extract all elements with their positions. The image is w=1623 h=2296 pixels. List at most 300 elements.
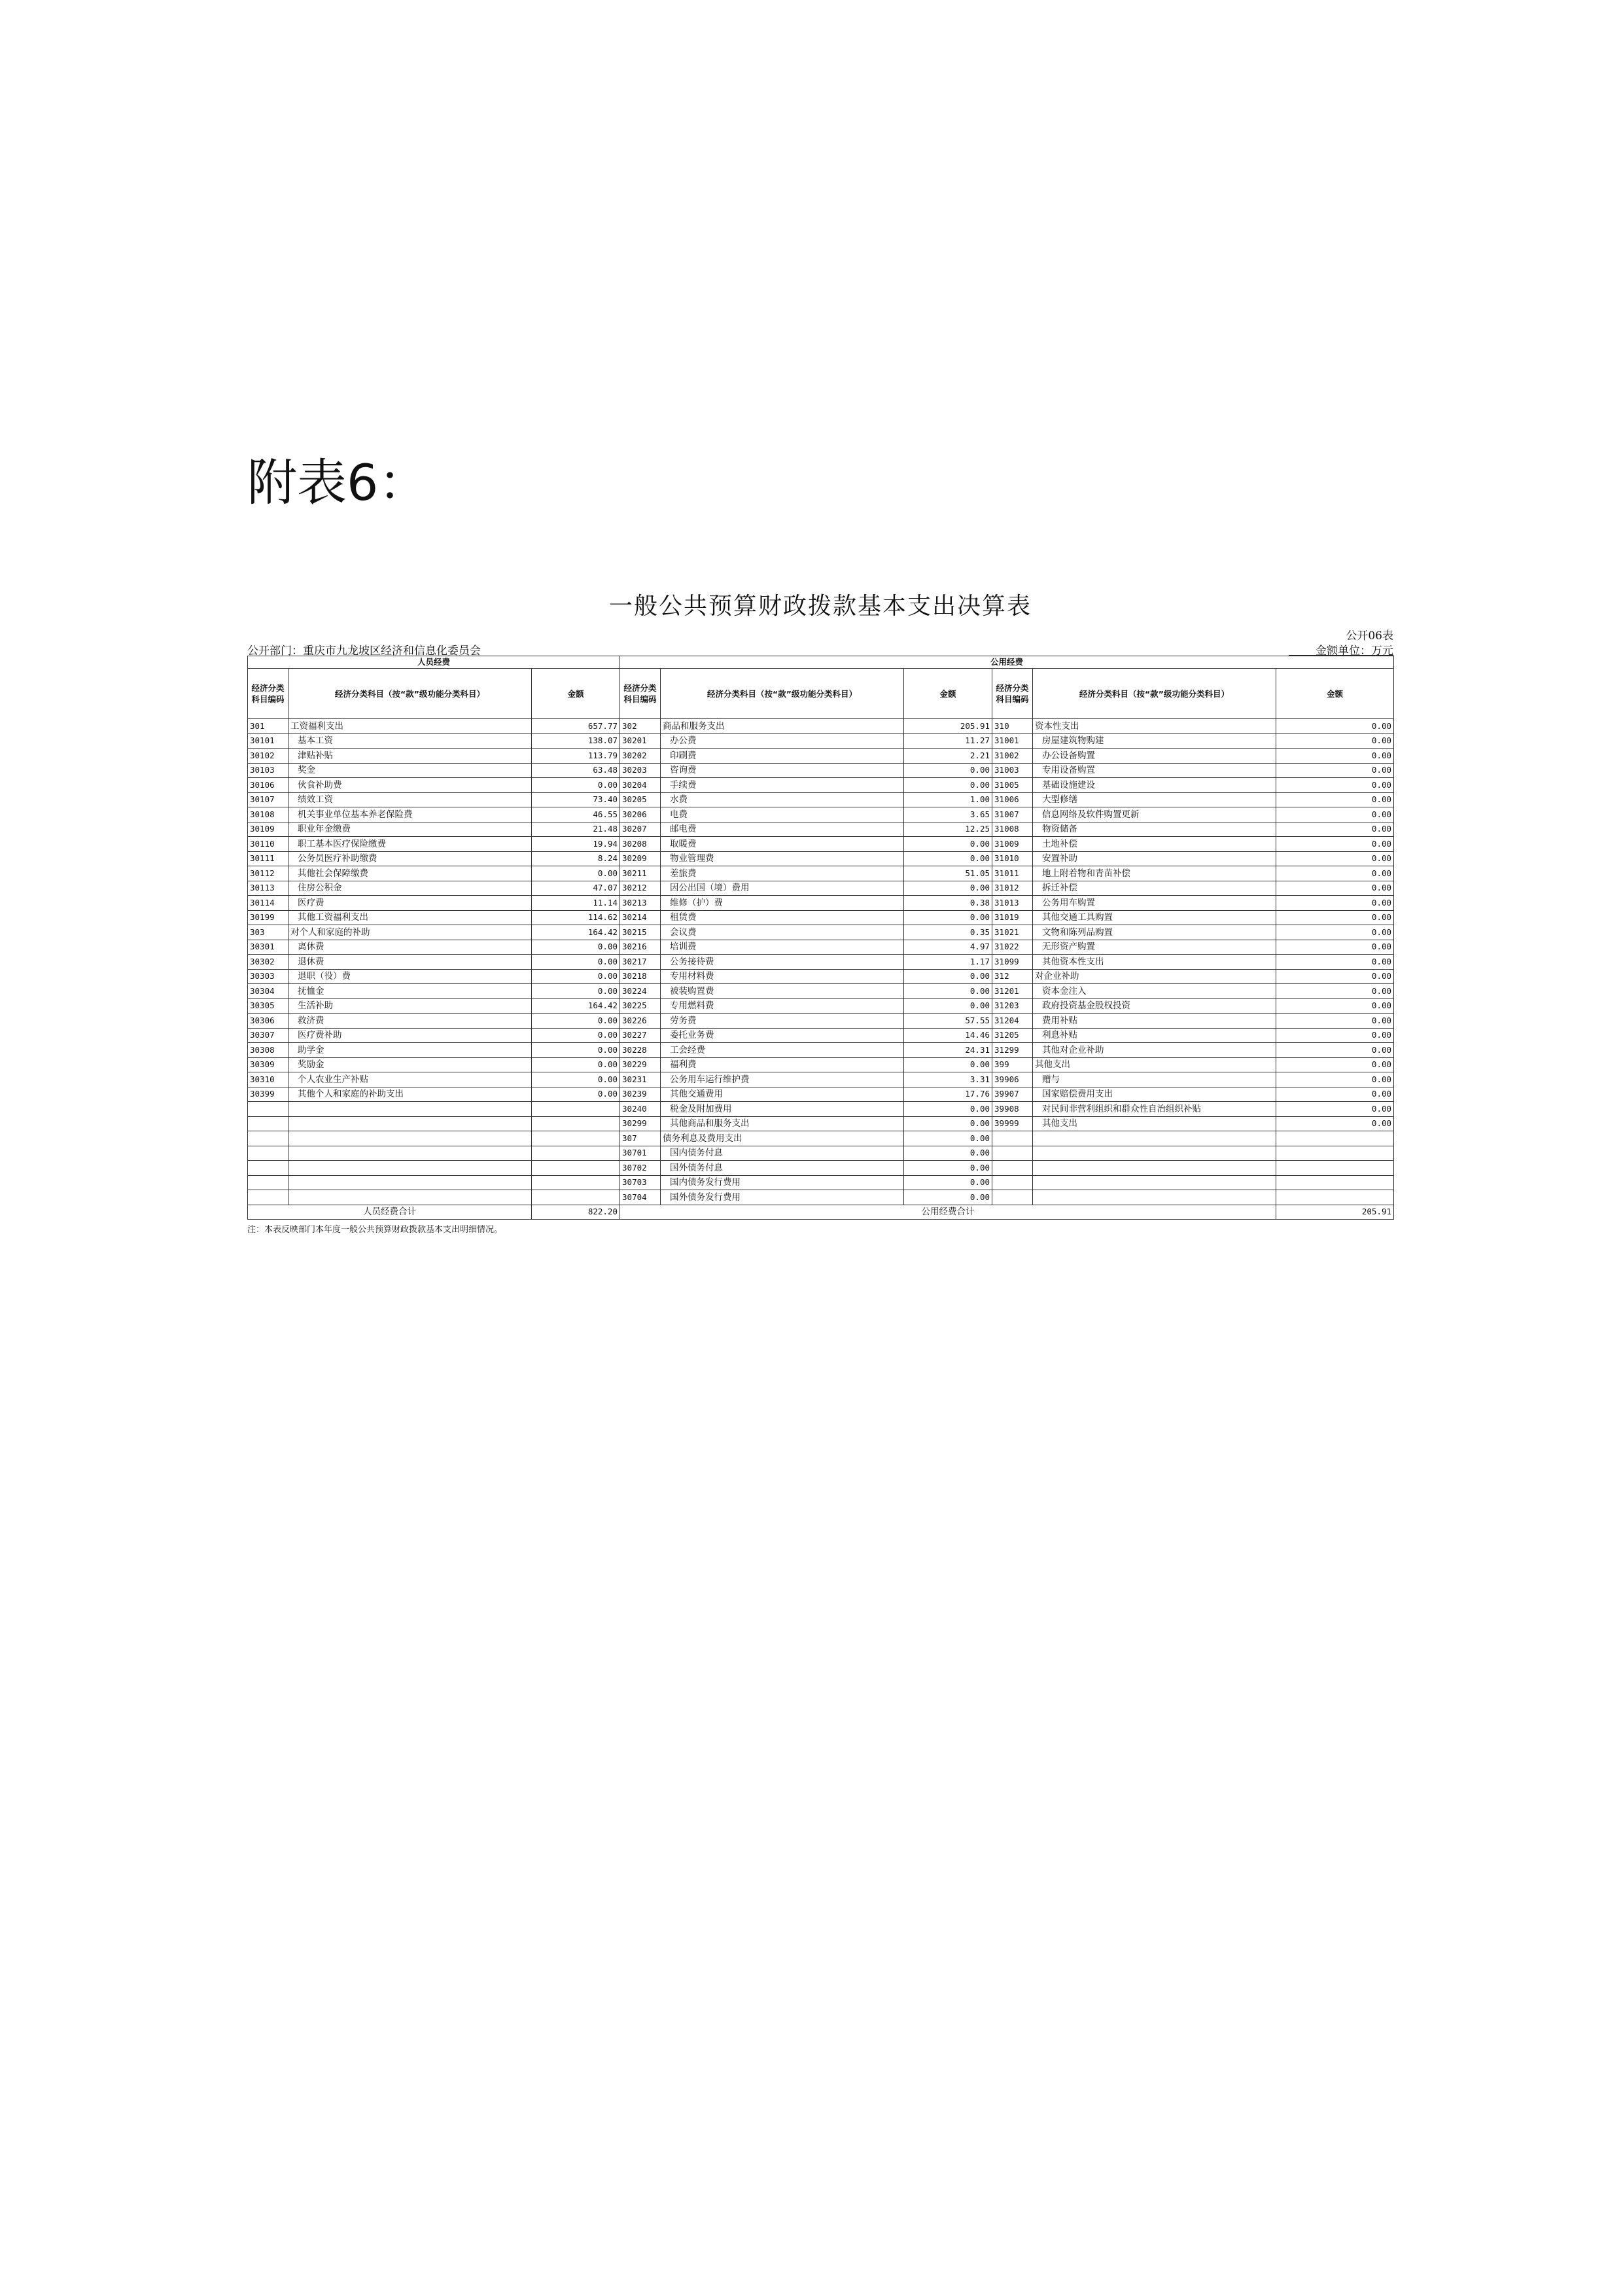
item-name-cell: 赠与 xyxy=(1033,1072,1276,1087)
item-name-cell xyxy=(1033,1146,1276,1161)
amount-cell: 0.00 xyxy=(1276,866,1394,881)
personnel-total-label: 人员经费合计 xyxy=(248,1205,532,1220)
code-cell: 399 xyxy=(992,1057,1033,1072)
item-name-cell: 公务员医疗补助缴费 xyxy=(288,851,532,866)
code-cell: 31009 xyxy=(992,837,1033,852)
footnote: 注：本表反映部门本年度一般公共预算财政拨款基本支出明细情况。 xyxy=(247,1225,503,1235)
table-row xyxy=(248,807,1394,822)
table-row xyxy=(248,1087,1394,1102)
amount-cell xyxy=(532,1161,620,1176)
item-name-cell: 救济费 xyxy=(288,1014,532,1029)
code-cell: 30228 xyxy=(620,1043,661,1058)
amount-cell: 1.17 xyxy=(904,955,992,970)
amount-cell: 24.31 xyxy=(904,1043,992,1058)
item-name-cell: 国家赔偿费用支出 xyxy=(1033,1087,1276,1102)
code-cell: 31001 xyxy=(992,733,1033,749)
item-name-cell xyxy=(1033,1175,1276,1190)
amount-cell: 0.00 xyxy=(1276,778,1394,793)
table-row xyxy=(248,910,1394,925)
item-name-cell: 工会经费 xyxy=(661,1043,904,1058)
item-name-cell xyxy=(288,1146,532,1161)
amount-cell: 138.07 xyxy=(532,733,620,749)
code-cell xyxy=(992,1175,1033,1190)
item-name-cell: 资本金注入 xyxy=(1033,984,1276,999)
table-row xyxy=(248,969,1394,984)
code-cell: 30107 xyxy=(248,792,288,807)
code-cell: 30113 xyxy=(248,881,288,896)
header-code: 经济分类科目编码 xyxy=(248,669,288,719)
item-name-cell: 咨询费 xyxy=(661,763,904,778)
public-total-label: 公用经费合计 xyxy=(620,1205,1276,1220)
item-name-cell: 劳务费 xyxy=(661,1014,904,1029)
item-name-cell: 绩效工资 xyxy=(288,792,532,807)
amount-cell: 57.55 xyxy=(904,1014,992,1029)
code-cell: 30225 xyxy=(620,998,661,1014)
amount-cell: 0.00 xyxy=(1276,925,1394,940)
amount-cell: 0.00 xyxy=(1276,807,1394,822)
table-row xyxy=(248,1072,1394,1087)
item-name-cell: 机关事业单位基本养老保险费 xyxy=(288,807,532,822)
item-name-cell: 其他资本性支出 xyxy=(1033,955,1276,970)
item-name-cell: 资本性支出 xyxy=(1033,719,1276,734)
code-cell: 31011 xyxy=(992,866,1033,881)
item-name-cell: 办公设备购置 xyxy=(1033,749,1276,764)
item-name-cell: 土地补偿 xyxy=(1033,837,1276,852)
item-name-cell: 个人农业生产补贴 xyxy=(288,1072,532,1087)
amount-cell: 0.00 xyxy=(532,940,620,955)
item-name-cell: 津贴补贴 xyxy=(288,749,532,764)
item-name-cell xyxy=(288,1175,532,1190)
amount-cell xyxy=(532,1116,620,1131)
code-cell: 30227 xyxy=(620,1028,661,1043)
item-name-cell: 职工基本医疗保险缴费 xyxy=(288,837,532,852)
amount-cell: 0.00 xyxy=(1276,822,1394,837)
amount-cell: 0.00 xyxy=(532,1028,620,1043)
item-name-cell xyxy=(288,1131,532,1146)
code-cell: 30217 xyxy=(620,955,661,970)
personnel-total-amount: 822.20 xyxy=(532,1205,620,1220)
item-name-cell: 无形资产购置 xyxy=(1033,940,1276,955)
item-name-cell xyxy=(288,1190,532,1205)
item-name-cell: 培训费 xyxy=(661,940,904,955)
item-name-cell: 电费 xyxy=(661,807,904,822)
amount-cell: 0.00 xyxy=(1276,749,1394,764)
code-cell: 30308 xyxy=(248,1043,288,1058)
item-name-cell: 差旅费 xyxy=(661,866,904,881)
code-cell: 30703 xyxy=(620,1175,661,1190)
amount-cell: 0.00 xyxy=(532,1072,620,1087)
item-name-cell: 对企业补助 xyxy=(1033,969,1276,984)
code-cell xyxy=(992,1161,1033,1176)
code-cell: 30301 xyxy=(248,940,288,955)
amount-cell: 3.65 xyxy=(904,807,992,822)
header-name: 经济分类科目（按“款”级功能分类科目） xyxy=(288,669,532,719)
amount-cell: 0.00 xyxy=(532,984,620,999)
code-cell xyxy=(248,1190,288,1205)
code-cell: 30112 xyxy=(248,866,288,881)
amount-cell: 0.00 xyxy=(904,1116,992,1131)
amount-cell: 0.00 xyxy=(1276,851,1394,866)
amount-cell: 0.00 xyxy=(532,778,620,793)
item-name-cell: 对个人和家庭的补助 xyxy=(288,925,532,940)
group-public: 公用经费 xyxy=(620,656,1394,669)
table-row xyxy=(248,1146,1394,1161)
table-row xyxy=(248,896,1394,911)
amount-cell: 0.00 xyxy=(904,1057,992,1072)
code-cell: 30309 xyxy=(248,1057,288,1072)
item-name-cell: 专用材料费 xyxy=(661,969,904,984)
amount-cell: 0.00 xyxy=(1276,837,1394,852)
item-name-cell: 取暖费 xyxy=(661,837,904,852)
code-cell: 30208 xyxy=(620,837,661,852)
header-name: 经济分类科目（按“款”级功能分类科目） xyxy=(661,669,904,719)
code-cell: 31002 xyxy=(992,749,1033,764)
code-cell: 39907 xyxy=(992,1087,1033,1102)
code-cell: 301 xyxy=(248,719,288,734)
table-row xyxy=(248,1116,1394,1131)
amount-cell: 0.00 xyxy=(904,1146,992,1161)
amount-cell: 3.31 xyxy=(904,1072,992,1087)
item-name-cell: 公务接待费 xyxy=(661,955,904,970)
item-name-cell: 政府投资基金股权投资 xyxy=(1033,998,1276,1014)
item-name-cell: 地上附着物和青苗补偿 xyxy=(1033,866,1276,881)
amount-cell: 0.38 xyxy=(904,896,992,911)
item-name-cell: 基本工资 xyxy=(288,733,532,749)
amount-cell: 0.00 xyxy=(904,1102,992,1117)
amount-cell: 0.00 xyxy=(904,998,992,1014)
amount-cell: 0.00 xyxy=(1276,1043,1394,1058)
code-cell: 30201 xyxy=(620,733,661,749)
item-name-cell: 国内债务付息 xyxy=(661,1146,904,1161)
item-name-cell: 商品和服务支出 xyxy=(661,719,904,734)
code-cell: 30215 xyxy=(620,925,661,940)
code-cell: 30218 xyxy=(620,969,661,984)
code-cell: 30701 xyxy=(620,1146,661,1161)
amount-cell: 205.91 xyxy=(904,719,992,734)
department-label: 公开部门：重庆市九龙坡区经济和信息化委员会 xyxy=(247,645,481,658)
item-name-cell: 邮电费 xyxy=(661,822,904,837)
code-cell: 30213 xyxy=(620,896,661,911)
code-cell: 31003 xyxy=(992,763,1033,778)
table-row xyxy=(248,1014,1394,1029)
amount-cell: 0.00 xyxy=(1276,940,1394,955)
amount-cell: 46.55 xyxy=(532,807,620,822)
item-name-cell: 被装购置费 xyxy=(661,984,904,999)
amount-cell: 0.00 xyxy=(904,1175,992,1190)
item-name-cell: 费用补贴 xyxy=(1033,1014,1276,1029)
item-name-cell: 物资储备 xyxy=(1033,822,1276,837)
table-row xyxy=(248,778,1394,793)
amount-cell: 0.00 xyxy=(532,866,620,881)
amount-cell: 0.00 xyxy=(904,851,992,866)
item-name-cell: 职业年金缴费 xyxy=(288,822,532,837)
item-name-cell: 退休费 xyxy=(288,955,532,970)
table-row xyxy=(248,881,1394,896)
amount-cell: 0.00 xyxy=(532,1043,620,1058)
amount-cell: 11.27 xyxy=(904,733,992,749)
table-row xyxy=(248,866,1394,881)
code-cell: 39908 xyxy=(992,1102,1033,1117)
item-name-cell: 维修（护）费 xyxy=(661,896,904,911)
amount-cell: 51.05 xyxy=(904,866,992,881)
code-cell: 39999 xyxy=(992,1116,1033,1131)
code-cell: 30106 xyxy=(248,778,288,793)
amount-cell: 0.00 xyxy=(904,837,992,852)
amount-cell: 14.46 xyxy=(904,1028,992,1043)
code-cell: 30307 xyxy=(248,1028,288,1043)
item-name-cell: 其他交通工具购置 xyxy=(1033,910,1276,925)
code-cell: 312 xyxy=(992,969,1033,984)
item-name-cell: 因公出国（境）费用 xyxy=(661,881,904,896)
table-row xyxy=(248,792,1394,807)
amount-cell xyxy=(532,1146,620,1161)
code-cell: 30299 xyxy=(620,1116,661,1131)
code-cell: 30110 xyxy=(248,837,288,852)
code-cell: 30109 xyxy=(248,822,288,837)
table-row xyxy=(248,763,1394,778)
code-cell: 30216 xyxy=(620,940,661,955)
amount-cell: 113.79 xyxy=(532,749,620,764)
amount-cell: 164.42 xyxy=(532,925,620,940)
item-name-cell: 公务用车运行维护费 xyxy=(661,1072,904,1087)
item-name-cell xyxy=(1033,1131,1276,1146)
code-cell: 31013 xyxy=(992,896,1033,911)
amount-cell: 0.00 xyxy=(1276,719,1394,734)
item-name-cell: 国外债务发行费用 xyxy=(661,1190,904,1205)
item-name-cell: 公务用车购置 xyxy=(1033,896,1276,911)
code-cell: 30212 xyxy=(620,881,661,896)
amount-cell: 0.00 xyxy=(532,969,620,984)
amount-cell: 0.00 xyxy=(904,969,992,984)
item-name-cell: 生活补助 xyxy=(288,998,532,1014)
amount-cell: 0.00 xyxy=(904,1190,992,1205)
table-row xyxy=(248,955,1394,970)
amount-cell xyxy=(1276,1175,1394,1190)
amount-cell: 47.07 xyxy=(532,881,620,896)
item-name-cell: 奖励金 xyxy=(288,1057,532,1072)
code-cell: 307 xyxy=(620,1131,661,1146)
item-name-cell: 基础设施建设 xyxy=(1033,778,1276,793)
code-cell: 30102 xyxy=(248,749,288,764)
code-cell: 30111 xyxy=(248,851,288,866)
amount-cell xyxy=(1276,1146,1394,1161)
header-code: 经济分类科目编码 xyxy=(992,669,1033,719)
code-cell: 31005 xyxy=(992,778,1033,793)
amount-cell: 657.77 xyxy=(532,719,620,734)
code-cell: 310 xyxy=(992,719,1033,734)
amount-cell: 0.00 xyxy=(1276,1072,1394,1087)
item-name-cell: 信息网络及软件购置更新 xyxy=(1033,807,1276,822)
code-cell: 31204 xyxy=(992,1014,1033,1029)
header-code: 经济分类科目编码 xyxy=(620,669,661,719)
code-cell: 30101 xyxy=(248,733,288,749)
item-name-cell: 债务利息及费用支出 xyxy=(661,1131,904,1146)
code-cell: 30206 xyxy=(620,807,661,822)
item-name-cell: 伙食补助费 xyxy=(288,778,532,793)
item-name-cell: 大型修缮 xyxy=(1033,792,1276,807)
item-name-cell: 医疗费 xyxy=(288,896,532,911)
code-cell xyxy=(248,1102,288,1117)
amount-cell xyxy=(1276,1161,1394,1176)
amount-cell: 1.00 xyxy=(904,792,992,807)
item-name-cell xyxy=(288,1116,532,1131)
amount-cell: 0.00 xyxy=(1276,1102,1394,1117)
code-cell: 30310 xyxy=(248,1072,288,1087)
code-cell: 30108 xyxy=(248,807,288,822)
code-cell xyxy=(992,1131,1033,1146)
page-title: 一般公共预算财政拨款基本支出决算表 xyxy=(608,593,1032,620)
table-row xyxy=(248,1057,1394,1072)
code-cell: 30211 xyxy=(620,866,661,881)
amount-cell: 0.00 xyxy=(1276,1116,1394,1131)
code-cell: 30209 xyxy=(620,851,661,866)
group-personnel: 人员经费 xyxy=(248,656,620,669)
item-name-cell: 安置补助 xyxy=(1033,851,1276,866)
amount-cell: 73.40 xyxy=(532,792,620,807)
code-cell: 30304 xyxy=(248,984,288,999)
item-name-cell: 对民间非营利组织和群众性自治组织补贴 xyxy=(1033,1102,1276,1117)
item-name-cell: 奖金 xyxy=(288,763,532,778)
amount-cell: 17.76 xyxy=(904,1087,992,1102)
item-name-cell: 其他个人和家庭的补助支出 xyxy=(288,1087,532,1102)
table-row xyxy=(248,925,1394,940)
amount-cell: 0.00 xyxy=(1276,1028,1394,1043)
amount-cell: 2.21 xyxy=(904,749,992,764)
amount-cell: 19.94 xyxy=(532,837,620,852)
item-name-cell: 委托业务费 xyxy=(661,1028,904,1043)
code-cell: 30702 xyxy=(620,1161,661,1176)
table-row xyxy=(248,1161,1394,1176)
code-cell: 30306 xyxy=(248,1014,288,1029)
code-cell: 30704 xyxy=(620,1190,661,1205)
amount-cell: 11.14 xyxy=(532,896,620,911)
code-cell: 31007 xyxy=(992,807,1033,822)
amount-cell: 0.00 xyxy=(904,881,992,896)
code-cell: 30229 xyxy=(620,1057,661,1072)
code-cell: 31006 xyxy=(992,792,1033,807)
header-amount: 金额 xyxy=(532,669,620,719)
item-name-cell: 印刷费 xyxy=(661,749,904,764)
item-name-cell: 专用设备购置 xyxy=(1033,763,1276,778)
item-name-cell: 医疗费补助 xyxy=(288,1028,532,1043)
item-name-cell: 其他工资福利支出 xyxy=(288,910,532,925)
code-cell: 30207 xyxy=(620,822,661,837)
item-name-cell: 其他商品和服务支出 xyxy=(661,1116,904,1131)
amount-cell: 0.00 xyxy=(1276,969,1394,984)
table-row xyxy=(248,851,1394,866)
amount-cell: 0.00 xyxy=(532,1014,620,1029)
code-cell: 30103 xyxy=(248,763,288,778)
item-name-cell: 其他社会保障缴费 xyxy=(288,866,532,881)
code-cell: 31021 xyxy=(992,925,1033,940)
amount-cell: 4.97 xyxy=(904,940,992,955)
code-cell xyxy=(992,1190,1033,1205)
amount-cell: 0.00 xyxy=(1276,896,1394,911)
table-row xyxy=(248,719,1394,734)
amount-cell: 0.00 xyxy=(1276,910,1394,925)
item-name-cell: 助学金 xyxy=(288,1043,532,1058)
code-cell xyxy=(248,1161,288,1176)
appendix-label: 附表6： xyxy=(247,453,428,512)
table-row xyxy=(248,1175,1394,1190)
table-row xyxy=(248,837,1394,852)
amount-cell: 12.25 xyxy=(904,822,992,837)
code-cell: 30199 xyxy=(248,910,288,925)
table-row xyxy=(248,1043,1394,1058)
code-cell xyxy=(992,1146,1033,1161)
code-cell: 30203 xyxy=(620,763,661,778)
item-name-cell: 国外债务付息 xyxy=(661,1161,904,1176)
amount-cell xyxy=(532,1190,620,1205)
item-name-cell xyxy=(288,1102,532,1117)
code-cell: 31099 xyxy=(992,955,1033,970)
table-row xyxy=(248,749,1394,764)
code-cell: 31201 xyxy=(992,984,1033,999)
code-cell: 302 xyxy=(620,719,661,734)
item-name-cell: 国内债务发行费用 xyxy=(661,1175,904,1190)
item-name-cell: 其他交通费用 xyxy=(661,1087,904,1102)
amount-cell xyxy=(532,1131,620,1146)
code-cell: 30305 xyxy=(248,998,288,1014)
code-cell xyxy=(248,1175,288,1190)
code-cell: 30303 xyxy=(248,969,288,984)
table-row xyxy=(248,1102,1394,1117)
amount-cell: 0.00 xyxy=(904,763,992,778)
unit-label: 金额单位：万元 xyxy=(1316,645,1393,658)
code-cell: 30239 xyxy=(620,1087,661,1102)
amount-cell: 0.00 xyxy=(1276,955,1394,970)
item-name-cell: 水费 xyxy=(661,792,904,807)
item-name-cell xyxy=(288,1161,532,1176)
item-name-cell: 工资福利支出 xyxy=(288,719,532,734)
amount-cell xyxy=(1276,1190,1394,1205)
amount-cell: 0.00 xyxy=(1276,998,1394,1014)
amount-cell: 0.00 xyxy=(904,910,992,925)
code-cell: 31205 xyxy=(992,1028,1033,1043)
item-name-cell: 手续费 xyxy=(661,778,904,793)
amount-cell: 0.00 xyxy=(1276,763,1394,778)
item-name-cell: 会议费 xyxy=(661,925,904,940)
item-name-cell xyxy=(1033,1190,1276,1205)
table-row xyxy=(248,822,1394,837)
code-cell: 30302 xyxy=(248,955,288,970)
code-cell: 30114 xyxy=(248,896,288,911)
table-row xyxy=(248,733,1394,749)
item-name-cell: 抚恤金 xyxy=(288,984,532,999)
item-name-cell: 拆迁补偿 xyxy=(1033,881,1276,896)
amount-cell: 63.48 xyxy=(532,763,620,778)
public-total-amount: 205.91 xyxy=(1276,1205,1394,1220)
amount-cell: 164.42 xyxy=(532,998,620,1014)
amount-cell xyxy=(1276,1131,1394,1146)
header-amount: 金额 xyxy=(1276,669,1394,719)
amount-cell xyxy=(532,1102,620,1117)
code-cell: 30205 xyxy=(620,792,661,807)
header-amount: 金额 xyxy=(904,669,992,719)
item-name-cell: 租赁费 xyxy=(661,910,904,925)
table-row xyxy=(248,1028,1394,1043)
item-name-cell: 其他支出 xyxy=(1033,1116,1276,1131)
code-cell: 30399 xyxy=(248,1087,288,1102)
amount-cell: 0.35 xyxy=(904,925,992,940)
item-name-cell: 办公费 xyxy=(661,733,904,749)
item-name-cell: 福利费 xyxy=(661,1057,904,1072)
table-row xyxy=(248,1190,1394,1205)
code-cell: 31010 xyxy=(992,851,1033,866)
table-row xyxy=(248,1131,1394,1146)
code-cell: 30214 xyxy=(620,910,661,925)
amount-cell: 0.00 xyxy=(904,984,992,999)
